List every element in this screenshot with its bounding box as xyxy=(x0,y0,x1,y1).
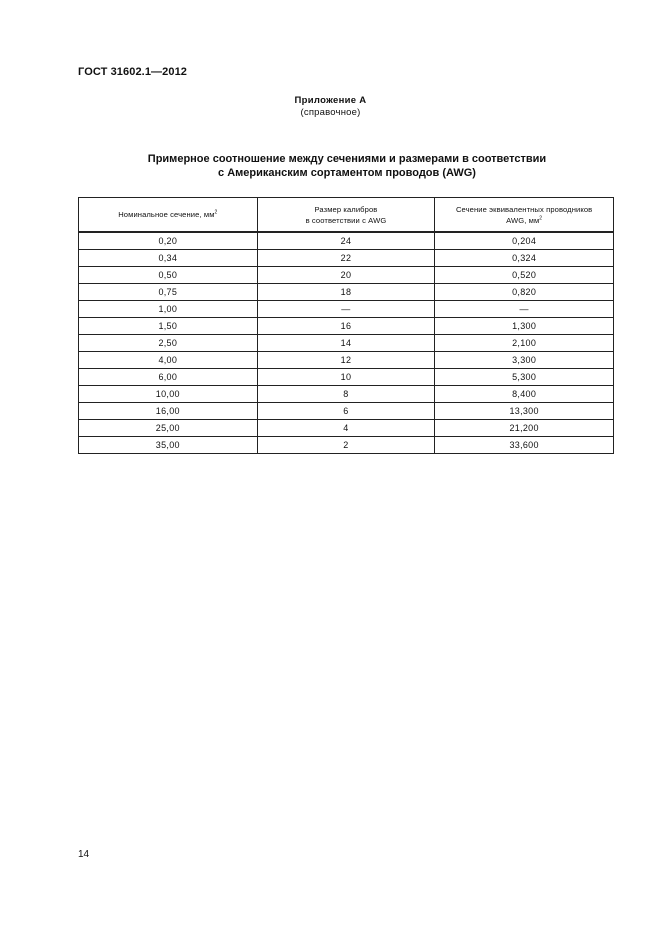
table-row xyxy=(79,318,614,335)
cell-awg-equivalent-section: 13,300 xyxy=(435,403,614,420)
appendix-title: Приложение А xyxy=(294,95,367,106)
cell-awg-gauge: 22 xyxy=(257,250,435,267)
cell-awg-equivalent-section: 0,204 xyxy=(435,232,614,250)
cell-awg-gauge: 8 xyxy=(257,386,435,403)
table-body xyxy=(79,232,614,454)
header-nominal-section xyxy=(79,198,258,233)
header-awg-gauge-line-2: в соответствии с AWG xyxy=(305,215,387,225)
cell-nominal-section: 35,00 xyxy=(79,437,258,454)
table-row xyxy=(79,352,614,369)
header-nominal-section-sup: 2 xyxy=(214,209,218,216)
cell-awg-gauge: 18 xyxy=(257,284,435,301)
header-nominal-section-text: Номинальное сечение, мм xyxy=(118,210,215,219)
table-title-line-2: с Американским сортаментом проводов (AWG) xyxy=(218,167,476,179)
table-row xyxy=(79,284,614,301)
appendix-heading xyxy=(0,95,661,119)
cell-awg-equivalent-section: 1,300 xyxy=(435,318,614,335)
header-awg-gauge-line-1: Размер калибров xyxy=(314,204,378,214)
table-row xyxy=(79,267,614,284)
table-row xyxy=(79,403,614,420)
cell-nominal-section: 16,00 xyxy=(79,403,258,420)
table-header-row xyxy=(79,198,614,233)
cell-awg-equivalent-section: 5,300 xyxy=(435,369,614,386)
table-title xyxy=(0,152,661,180)
cell-nominal-section: 6,00 xyxy=(79,369,258,386)
cell-awg-equivalent-section: 0,324 xyxy=(435,250,614,267)
cell-awg-equivalent-section: 0,520 xyxy=(435,267,614,284)
page-number: 14 xyxy=(78,849,90,860)
table-row xyxy=(79,232,614,250)
cell-nominal-section: 1,50 xyxy=(79,318,258,335)
header-awg-equivalent-sup: 2 xyxy=(539,214,543,221)
cell-awg-gauge: — xyxy=(257,301,435,318)
cell-awg-equivalent-section: 3,300 xyxy=(435,352,614,369)
cell-awg-equivalent-section: 8,400 xyxy=(435,386,614,403)
cell-nominal-section: 2,50 xyxy=(79,335,258,352)
cell-awg-gauge: 24 xyxy=(257,232,435,250)
table-row xyxy=(79,386,614,403)
header-awg-equivalent-section xyxy=(435,198,614,233)
cell-nominal-section: 25,00 xyxy=(79,420,258,437)
document-header: ГОСТ 31602.1—2012 xyxy=(78,66,188,78)
cell-nominal-section: 0,75 xyxy=(79,284,258,301)
table-row xyxy=(79,369,614,386)
cell-awg-equivalent-section: 21,200 xyxy=(435,420,614,437)
cell-awg-gauge: 2 xyxy=(257,437,435,454)
awg-comparison-table xyxy=(78,197,614,454)
cell-nominal-section: 4,00 xyxy=(79,352,258,369)
cell-nominal-section: 0,34 xyxy=(79,250,258,267)
cell-nominal-section: 1,00 xyxy=(79,301,258,318)
cell-awg-gauge: 4 xyxy=(257,420,435,437)
cell-nominal-section: 0,50 xyxy=(79,267,258,284)
table-row xyxy=(79,437,614,454)
cell-nominal-section: 10,00 xyxy=(79,386,258,403)
table-row xyxy=(79,335,614,352)
cell-awg-gauge: 20 xyxy=(257,267,435,284)
header-awg-equivalent-line-1: Сечение эквивалентных проводников xyxy=(455,204,593,214)
header-awg-equivalent-line-2 xyxy=(435,215,613,226)
header-awg-gauge xyxy=(257,198,435,233)
table-row xyxy=(79,250,614,267)
cell-awg-gauge: 14 xyxy=(257,335,435,352)
cell-awg-gauge: 12 xyxy=(257,352,435,369)
table-row xyxy=(79,420,614,437)
appendix-subtitle: (справочное) xyxy=(300,107,361,118)
cell-awg-equivalent-section: 33,600 xyxy=(435,437,614,454)
cell-awg-gauge: 6 xyxy=(257,403,435,420)
cell-awg-equivalent-section: 2,100 xyxy=(435,335,614,352)
cell-awg-gauge: 10 xyxy=(257,369,435,386)
table-title-line-1: Примерное соотношение между сечениями и размерами в соответствии xyxy=(147,153,547,165)
cell-awg-equivalent-section: — xyxy=(435,301,614,318)
cell-awg-gauge: 16 xyxy=(257,318,435,335)
header-awg-equivalent-line-2-text: AWG, мм xyxy=(506,215,540,225)
table-row xyxy=(79,301,614,318)
cell-nominal-section: 0,20 xyxy=(79,232,258,250)
cell-awg-equivalent-section: 0,820 xyxy=(435,284,614,301)
